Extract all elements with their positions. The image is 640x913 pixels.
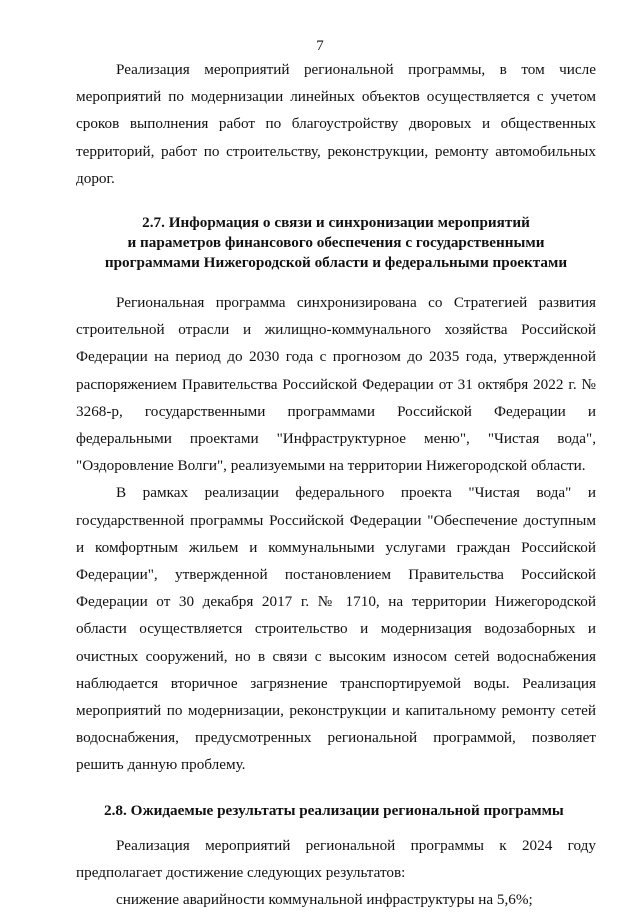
section-2-8-paragraph-1: Реализация мероприятий региональной программы к 2024 году предполагает достижение следующих результатов: bbox=[76, 836, 596, 881]
document-body bbox=[76, 56, 596, 913]
page-number: 7 bbox=[316, 38, 324, 54]
section-2-7-heading-line: и параметров финансового обеспечения с государственными bbox=[127, 234, 545, 252]
section-2-7-heading bbox=[76, 213, 596, 273]
section-2-8-heading: 2.8. Ожидаемые результаты реализации региональной программы bbox=[104, 801, 564, 819]
section-2-7-paragraph-2: В рамках реализации федерального проекта "Чистая вода" и государственной программы Российской Федерации "Обеспечение доступным и комфортным жильем и коммунальными услугами граждан Российской Федерации", утвержденной постановлением Правительства Российской Федерации от 30 декабря 2017 г. № 1710, на территории Нижегородской области осуществляется строительство и модернизация водозаборных и очистных сооружений, но в связи с высоким износом сетей водоснабжения наблюдается вторичное загрязнение транспортируемой воды. Реализация мероприятий по модернизации, реконструкции и капитальному ремонту сетей водоснабжения, предусмотренных региональной программой, позволяет решить данную проблему. bbox=[76, 484, 596, 774]
section-2-7-heading-line: программами Нижегородской области и федеральными проектами bbox=[104, 254, 568, 272]
section-2-7-paragraph-1: Региональная программа синхронизирована со Стратегией развития строительной отрасли и жилищно-коммунального хозяйства Российской Федерации на период до 2030 года с прогнозом до 2035 года, утвержденной распоряжением Правительства Российской Федерации от 31 октября 2022 г. № 3268-р, государственными программами Российской Федерации и федеральными проектами "Инфраструктурное меню", "Чистая вода", "Оздоровление Волги", реализуемыми на территории Нижегородской области. bbox=[76, 294, 596, 475]
section-2-7-heading-line: 2.7. Информация о связи и синхронизации мероприятий bbox=[142, 214, 530, 232]
intro-paragraph: Реализация мероприятий региональной программы, в том числе мероприятий по модернизации линейных объектов осуществляется с учетом сроков выполнения работ по благоустройству дворовых и общественных территорий, работ по строительству, реконструкции, ремонту автомобильных дорог. bbox=[76, 61, 596, 187]
section-2-8-list-item: снижение аварийности коммунальной инфраструктуры на 5,6%; bbox=[116, 891, 533, 909]
